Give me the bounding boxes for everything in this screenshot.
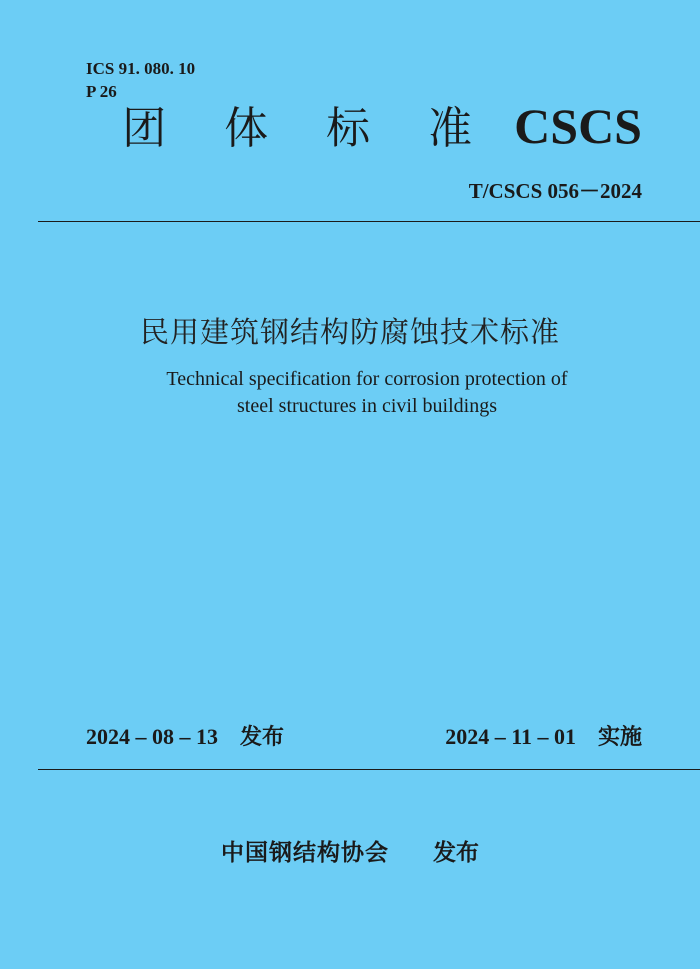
document-title-cn: 民用建筑钢结构防腐蚀技术标准 <box>139 315 560 349</box>
publisher-label: 发布 <box>433 840 479 866</box>
issue-date: 2024 – 08 – 13 <box>86 724 218 749</box>
implement-date-block <box>445 722 642 753</box>
standard-number: T/CSCS 056－2024 <box>468 179 642 203</box>
publisher-block <box>0 836 700 870</box>
ccs-code: P 26 <box>86 82 117 101</box>
header-title <box>122 96 642 159</box>
publisher-name: 中国钢结构协会 <box>221 840 389 866</box>
implement-date: 2024 – 11 – 01 <box>445 724 576 749</box>
implement-label: 实施 <box>597 725 642 750</box>
top-divider <box>38 221 700 222</box>
document-title-en-line2: steel structures in civil buildings <box>237 395 497 417</box>
document-title-en-line1: Technical specification for corrosion protection of <box>166 368 568 390</box>
bottom-divider <box>38 769 700 770</box>
issue-label: 发布 <box>240 725 285 750</box>
org-abbreviation: CSCS <box>514 98 642 154</box>
issue-date-block <box>86 722 284 753</box>
ics-code: ICS 91. 080. 10 <box>86 59 196 78</box>
standard-type-label: 团 体 标 准 <box>122 103 495 154</box>
